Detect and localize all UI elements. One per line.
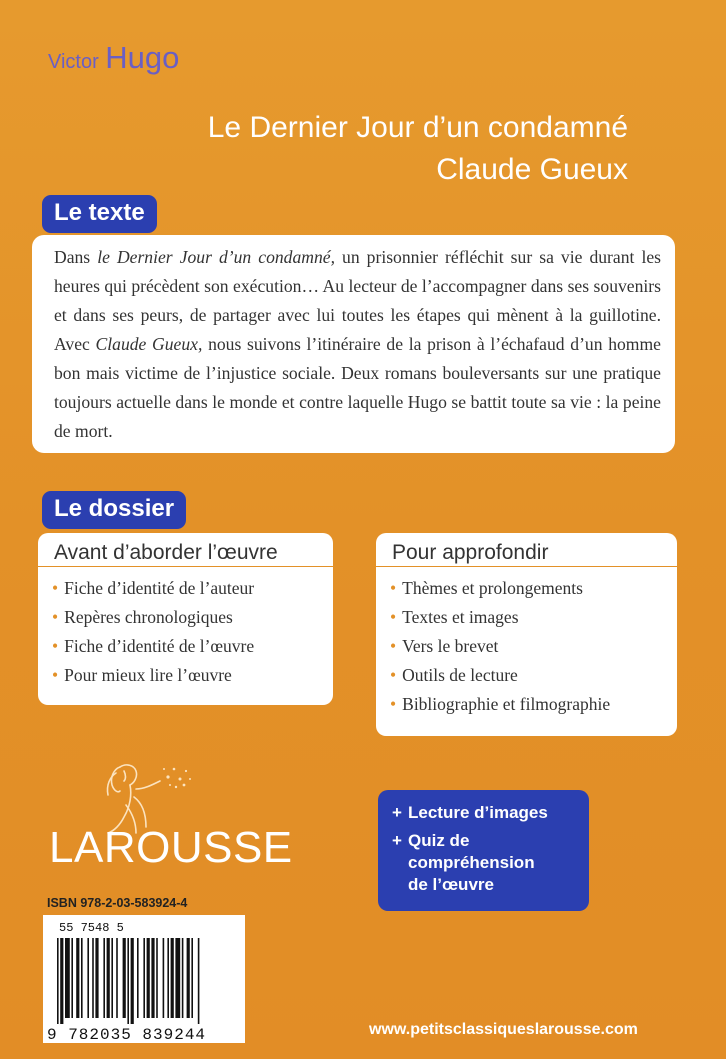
plus-icon: + — [392, 803, 402, 822]
list-item: • Fiche d’identité de l’auteur — [38, 574, 333, 603]
author-name — [48, 40, 179, 76]
summary-italic-title: le Dernier Jour d’un condamné, — [97, 247, 335, 267]
bonus-line: Quiz de — [408, 831, 470, 850]
list-item: • Vers le brevet — [376, 632, 677, 661]
list-item: • Bibliographie et filmographie — [376, 690, 677, 719]
panel-title: Avant d’aborder l’œuvre — [38, 533, 333, 567]
list-item: • Textes et images — [376, 603, 677, 632]
section-label-dossier: Le dossier — [42, 491, 186, 529]
section-label-texte: Le texte — [42, 195, 157, 233]
summary-part: un prisonnier réfléchit sur sa vie durant les heures qui précèdent son exécution… Au lecteur de l’accompagner dans ses souvenirs et dans ses peurs, de partager avec lui toutes les étapes qui mènent à la guillotine. Avec — [54, 247, 661, 354]
bonus-line: de l’œuvre — [408, 875, 494, 894]
summary-part: Dans — [54, 247, 98, 267]
list-item: • Fiche d’identité de l’œuvre — [38, 632, 333, 661]
book-title-2: Claude Gueux — [436, 153, 628, 186]
list-item: • Outils de lecture — [376, 661, 677, 690]
book-title-1: Le Dernier Jour d’un condamné — [207, 111, 628, 144]
author-first-name: Victor — [48, 51, 99, 73]
plus-icon: + — [392, 831, 402, 850]
barcode — [43, 915, 245, 1043]
bonus-item — [392, 830, 581, 896]
panel-title: Pour approfondir — [376, 533, 677, 567]
bonus-label — [408, 830, 535, 896]
summary-part: nous suivons l’itinéraire de la prison à l’échafaud d’un homme bon mais victime de l’injustice sociale. Deux romans bouleversants sur une pratique toujours actuelle dans le monde et contre laquelle Hugo se battit toute sa vie : la peine de mort. — [54, 334, 661, 441]
author-last-name: Hugo — [105, 40, 180, 75]
publisher-logo: LAROUSSE — [49, 823, 293, 872]
summary-italic-title: Claude Gueux, — [95, 334, 203, 354]
barcode-number: 9 782035 839244 — [47, 1026, 207, 1044]
bonus-line: compréhension — [408, 853, 535, 872]
bonus-item — [392, 802, 581, 824]
list-item: • Thèmes et prolongements — [376, 574, 677, 603]
bonus-box — [378, 790, 589, 911]
list-item: • Repères chronologiques — [38, 603, 333, 632]
list-item: • Pour mieux lire l’œuvre — [38, 661, 333, 690]
bonus-label: Lecture d’images — [408, 803, 548, 822]
dossier-panel-left — [38, 533, 333, 705]
summary-text — [32, 235, 675, 453]
isbn: ISBN 978-2-03-583924-4 — [47, 896, 188, 910]
barcode-top-number: 55 7548 5 — [59, 921, 124, 935]
dossier-panel-right — [376, 533, 677, 736]
website-url: www.petitsclassiqueslarousse.com — [369, 1021, 638, 1038]
barcode-bars-icon — [49, 938, 239, 1024]
